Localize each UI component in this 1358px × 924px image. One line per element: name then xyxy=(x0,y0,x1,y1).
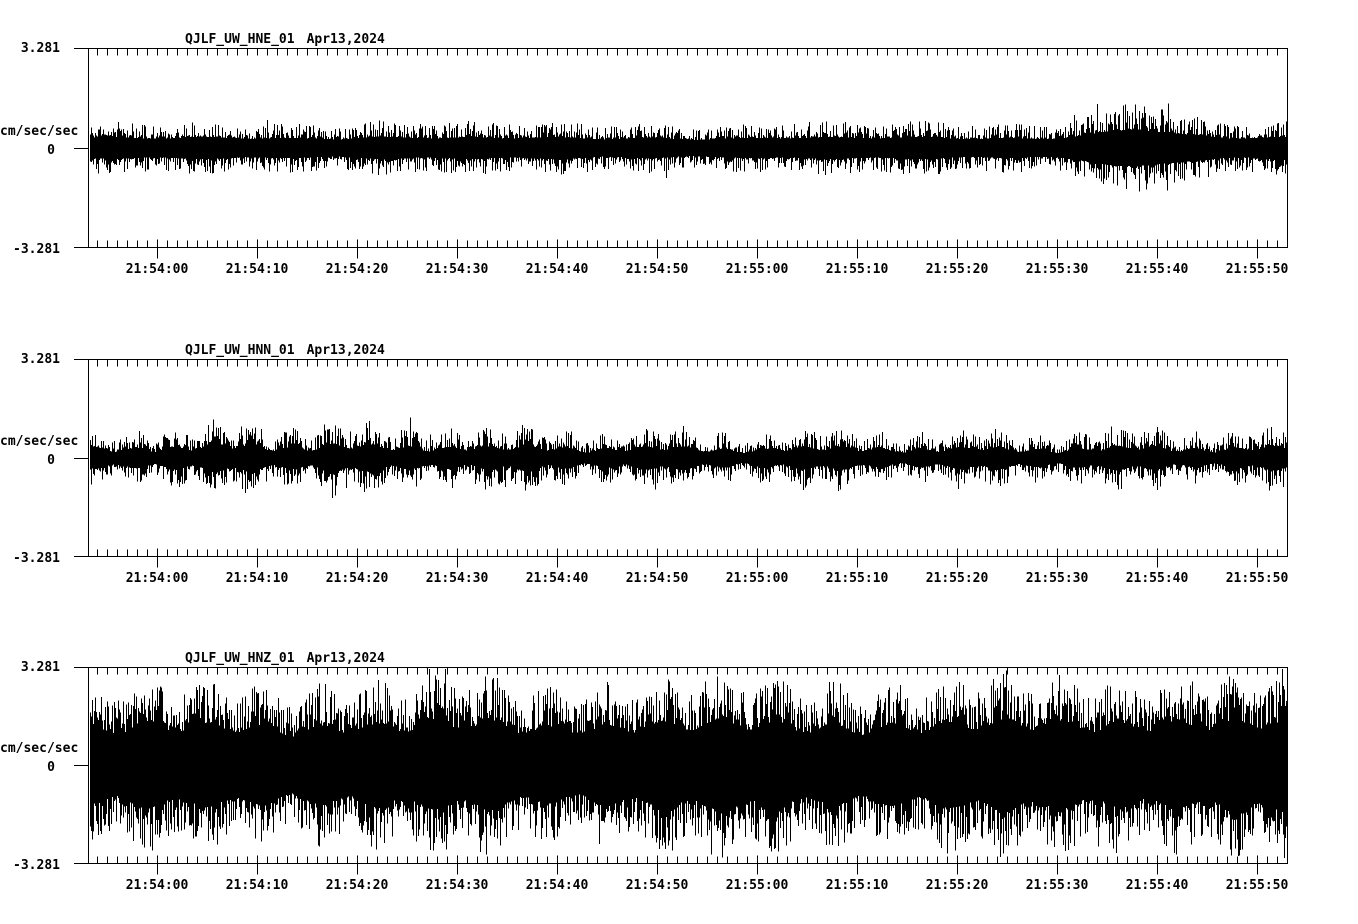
x-tick-label: 21:55:40 xyxy=(1125,878,1189,893)
x-tick-label: 21:55:20 xyxy=(925,878,989,893)
y-axis-min-label: -3.281 xyxy=(13,242,60,257)
x-tick-label: 21:55:10 xyxy=(825,262,889,277)
x-tick-label: 21:54:10 xyxy=(225,571,289,586)
x-tick-label: 21:54:40 xyxy=(525,571,589,586)
x-tick-label: 21:55:40 xyxy=(1125,571,1189,586)
x-tick-label: 21:55:30 xyxy=(1025,878,1089,893)
date-label: Apr13,2024 xyxy=(306,343,385,358)
x-tick-label: 21:54:30 xyxy=(425,571,489,586)
x-tick-label: 21:54:20 xyxy=(325,878,389,893)
x-tick-label: 21:55:40 xyxy=(1125,262,1189,277)
x-tick-label: 21:55:20 xyxy=(925,262,989,277)
x-tick-label: 21:54:00 xyxy=(125,571,189,586)
x-tick-label: 21:55:10 xyxy=(825,571,889,586)
y-axis-min-label: -3.281 xyxy=(13,858,60,873)
channel-id-label: QJLF_UW_HNZ_01 xyxy=(185,651,295,666)
x-tick-label: 21:54:20 xyxy=(325,571,389,586)
waveform-plot-hnz xyxy=(74,666,1288,876)
x-tick-label: 21:54:10 xyxy=(225,878,289,893)
x-tick-label: 21:55:00 xyxy=(725,571,789,586)
y-axis-zero-label: 0 xyxy=(47,142,55,158)
x-tick-label: 21:54:40 xyxy=(525,878,589,893)
waveform-trace xyxy=(91,669,1287,858)
channel-id-label: QJLF_UW_HNE_01 xyxy=(185,32,295,47)
x-tick-label: 21:55:50 xyxy=(1225,262,1289,277)
y-axis-zero-label: 0 xyxy=(47,452,55,468)
x-tick-label: 21:54:20 xyxy=(325,262,389,277)
x-tick-label: 21:55:50 xyxy=(1225,571,1289,586)
x-tick-label: 21:54:00 xyxy=(125,262,189,277)
x-tick-label: 21:54:10 xyxy=(225,262,289,277)
date-label: Apr13,2024 xyxy=(306,32,385,47)
y-axis-units-label: cm/sec/sec xyxy=(0,123,79,139)
x-tick-label: 21:55:50 xyxy=(1225,878,1289,893)
x-tick-label: 21:55:00 xyxy=(725,878,789,893)
panel-title xyxy=(185,652,385,665)
x-tick-label: 21:54:30 xyxy=(425,262,489,277)
x-tick-label: 21:54:40 xyxy=(525,262,589,277)
y-axis-max-label: 3.281 xyxy=(20,660,60,675)
date-label: Apr13,2024 xyxy=(306,651,385,666)
y-axis-zero-label: 0 xyxy=(47,760,55,775)
x-axis-tick-labels xyxy=(88,879,1293,893)
x-tick-label: 21:54:30 xyxy=(425,878,489,893)
x-tick-label: 21:55:30 xyxy=(1025,571,1089,586)
y-axis-units-label: cm/sec/sec xyxy=(0,433,79,449)
x-tick-label: 21:55:10 xyxy=(825,878,889,893)
channel-id-label: QJLF_UW_HNN_01 xyxy=(185,343,295,358)
x-tick-label: 21:55:20 xyxy=(925,571,989,586)
x-tick-label: 21:54:50 xyxy=(625,878,689,893)
y-axis-max-label: 3.281 xyxy=(20,352,60,367)
x-tick-label: 21:54:00 xyxy=(125,878,189,893)
y-axis-units-label: cm/sec/sec xyxy=(0,741,79,756)
x-tick-label: 21:54:50 xyxy=(625,571,689,586)
x-tick-label: 21:54:50 xyxy=(625,262,689,277)
y-axis-min-label: -3.281 xyxy=(13,551,60,566)
x-tick-label: 21:55:30 xyxy=(1025,262,1089,277)
y-axis-max-label: 3.281 xyxy=(20,41,60,56)
x-tick-label: 21:55:00 xyxy=(725,262,789,277)
